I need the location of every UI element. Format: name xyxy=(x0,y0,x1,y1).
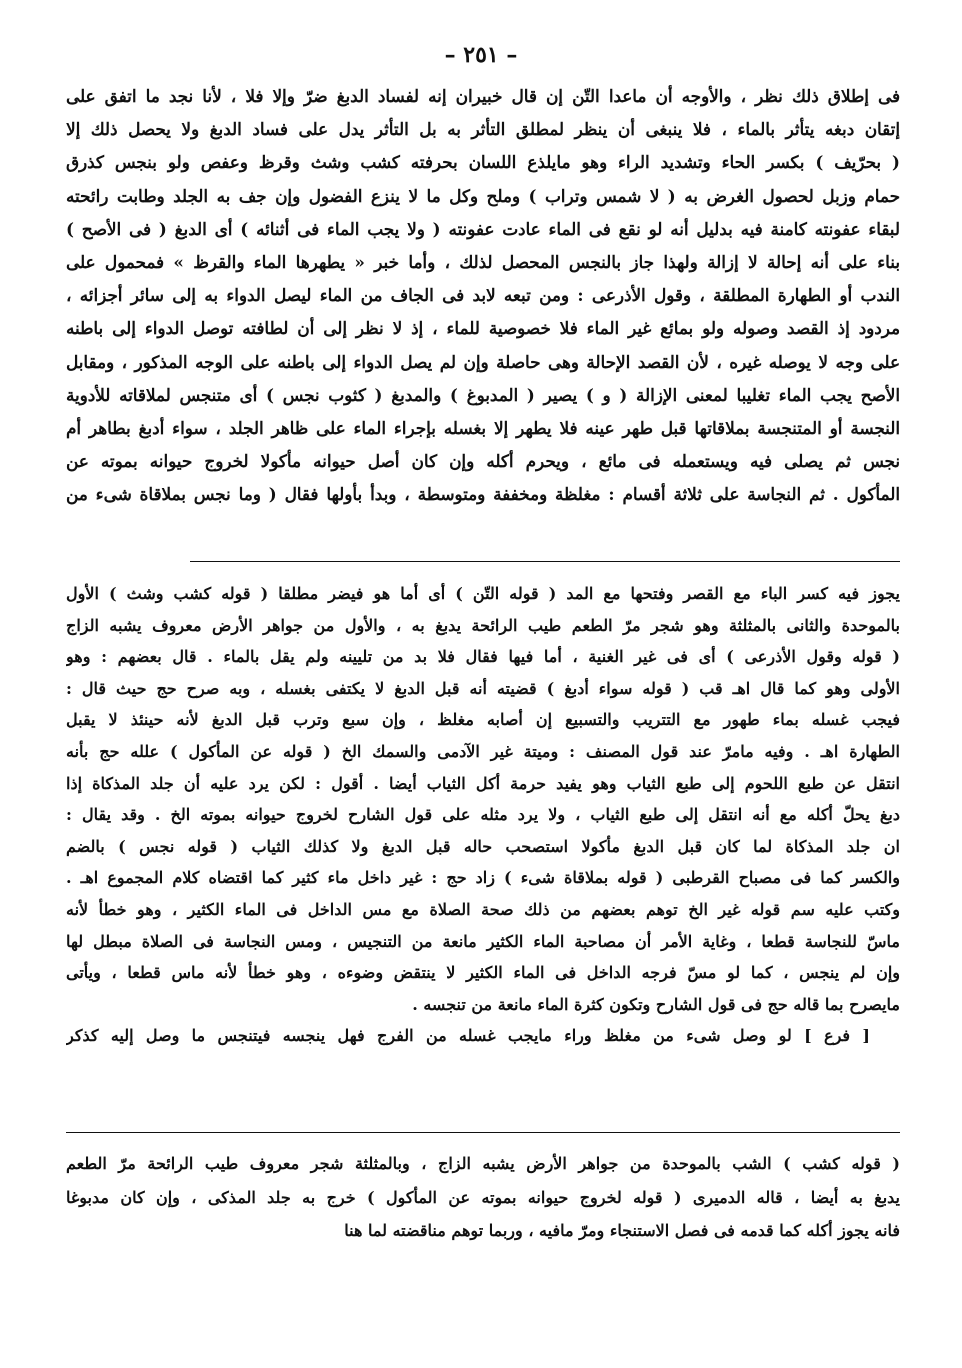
commentary-line: ( قوله كشب ) الشب بالموحدة من جواهر الأرض يشبه الزاج ، وبالمثلثة شجر معروف طيب الرائحة مرّ الطعم xyxy=(66,1154,900,1173)
commentary-line: يجوز فيه كسر الباء مع القصر وفتحها مع المد ( قوله التّن ) أى أما هو فيضر مطلقا ( قوله كشب وشث ) الأول xyxy=(66,584,900,603)
commentary-line: الأولى وهو كما قال اهـ قب ( قوله سواء أدبغ ) قضيته أنه قبل الدبغ لا يكتفى بغسله ، وبه صرح حج حيث قال : xyxy=(66,678,900,698)
main-text-line: الأصح يجب الماء تغليبا لمعنى الإزالة ( و ) يصير ( المدبوغ ) والمدبغ ( كثوب نجس ) أى متنجس لملاقاته للأدوية xyxy=(66,384,900,405)
section-divider xyxy=(66,1132,900,1133)
main-text-line: مردود إذ القصد وصوله ولو بمائع غير الماء فلا خصوصية للماء ، إذ لا نظر إلى أن لطافته توصل الدواء إلى باطنه xyxy=(66,318,900,339)
main-text-line: لبقاء عفونته كامنة فيه بدليل أنه لو نقع فى الماء عادت عفونته ( ولا يجب الماء فى أثنائه ) أى الدبغ ( فى الأصح ) xyxy=(66,218,900,239)
main-text xyxy=(66,80,900,511)
commentary-line: مايصرح بما قاله حج فى قول الشارح وتكون كثرة الماء مانعة من تنجسه . xyxy=(412,994,900,1014)
commentary-line: [ فرع ] لو وصل شىء من مغلظ وراء مايجب غسله من الفرج فهل ينجسه فيتنجس ما وصل إليه كذكر xyxy=(66,1026,870,1046)
commentary-line: دبغ يحلّ أكله مع أنه انتقل إلى طبع الثياب ، ولا يرد مثله على قول الشارح لخروج حيوانه بموته الخ . وقد يقال : xyxy=(66,805,900,825)
commentary-line: الطهارة اهـ . وفيه مامرّ عند قول المصنف : وميتة غير الآدمى والسمك الخ ( قوله عن المأكول ) علله حج بأنه xyxy=(66,741,900,761)
commentary-line: ( قوله وقول الأذرعى ) أى فى غير الغنية ، أما فيها فقال فلا بد من تليينه ولم يقل بالماء . قال بعضهم : وهو xyxy=(66,647,900,667)
main-text-line: ( بحرّيف ) بكسر الحاء وتشديد الراء وهو مايلذع اللسان بحرفته كشب وشث وقرظ وعفص ولو بنجس كذرق xyxy=(66,152,900,173)
commentary-line: ان جلد المذكاة لما كان قبل الدبغ مأكولا استصحب حاله قبل الدبغ ولا كذلك الثياب ( قوله نجس ) بالضم xyxy=(66,836,900,856)
commentary-second xyxy=(66,1147,900,1248)
commentary-line: فيجب غسله بماء طهور مع التتريب والتسبيع إن أصابه مغلظ ، وإن سبع وترب قبل الدبغ لأنه حينئذ لا يقبل xyxy=(66,710,900,730)
main-text-line: المأكول . ثم النجاسة على ثلاثة أقسام : مغلظة ومخففة ومتوسطة ، وبدأ بأولها فقال ( وما نجس بملاقاة شىء من xyxy=(66,484,900,505)
commentary-line: يدبغ به أيضا ، قاله الدميرى ( قوله لخروج حيوانه بموته عن المأكول ) خرج به جلد المذكى ، وإن كان مدبوغا xyxy=(66,1187,900,1207)
main-text-line: حمام وزبل لحصول الغرض به ( لا شمس وتراب ) وملح وكل ما لا ينزع الفضول وإن جف به الجلد وطابت رائحته xyxy=(66,185,900,206)
page-number: – ٢٥١ – xyxy=(444,42,518,68)
commentary-line: فانه يجوز أكله كما قدمه فى فصل الاستنجاء ومرّ مافيه ، وربما توهم مناقضته لما هنا xyxy=(344,1221,900,1240)
commentary-line: بالموحدة والثانى بالمثلثة وهو شجر مرّ الطعم طيب الرائحة يدبغ به ، والأول من جواهر الأرض معروف يشبه الزاج xyxy=(66,615,900,635)
commentary-line: وإن لم ينجس ، كما لو مسّ فرجه الداخل فى الماء الكثير لا ينتقض وضوءه ، وهو خطأ لأنه ماس قطعا ، ويأتى xyxy=(66,963,900,983)
section-divider xyxy=(190,561,900,562)
main-text-line: على وجه لا يوصله غيره ، لأن القصد الإحالة وهى حاصلة وإن لم يصل الدواء إلى باطنه على الوجه المذكور ، ومقابل xyxy=(66,351,900,372)
main-text-line: إتقان دبغه يتأثر بالماء ، فلا ينبغى أن ينظر لمطلق التأثر به بل التأثر يدل على فساد الدبغ ولا يحصل ذلك إلا xyxy=(66,119,900,140)
main-text-line: بناء على أنه إحالة لا إزالة ولهذا جاز بالنجس المحصل لذلك ، وأما خبر « يطهرها الماء والقرظ » فمحمول على xyxy=(66,251,900,272)
main-text-line: النجسة أو المتنجسة بملاقاتها قبل طهر عينه فلا يطهر إلا بغسله بإجراء الماء على ظاهر الجلد ، سواء أدبغ بطاهر أم xyxy=(66,417,900,438)
commentary-line: ماسّ للنجاسة قطعا ، وغاية الأمر أن مصاحبة الماء الكثير مانعة من التنجيس ، ومس النجاسة فى الصلاة مبطل لها xyxy=(66,931,900,951)
commentary-first xyxy=(66,578,900,1052)
commentary-line: انتقل عن طبع اللحوم إلى طبع الثياب وهو يفيد حرمة أكل الثياب أيضا . أقول : لكن يرد عليه أن جلد المذكاة إذا xyxy=(66,773,900,793)
commentary-line: والكسر كما فى مصباح القرطبى ( قوله بملاقاة شىء ) زاد حج : غير داخل ماء كثير كما اقتضاه كلام المجموع اهـ . xyxy=(66,868,900,888)
main-text-line: نجس ثم يصلى فيه ويستعمله فى مائع ، ويحرم أكله وإن كان أصل حيوانه مأكولا لخروج حيوانه بموته عن xyxy=(66,451,900,472)
main-text-line: فى إطلاق ذلك نظر ، والأوجه أن ماعدا التّن إن قال خبيران إنه لفساد الدبغ ضرّ وإلا فلا ، لأنا نجد ما اتفق على xyxy=(66,86,900,106)
main-text-line: الندب أو الطهارة المطلقة ، وقول الأذرعى : ومن تبعه لابد فى الجاف من الماء ليصل الدواء به إلى سائر أجزائه ، xyxy=(66,285,900,306)
commentary-line: وكتب عليه سم قوله غير الخ توهم بعضهم من ذلك صحة الصلاة مع مس الداخل فى الماء الكثير ، وهو خطأ لأنه xyxy=(66,899,900,919)
